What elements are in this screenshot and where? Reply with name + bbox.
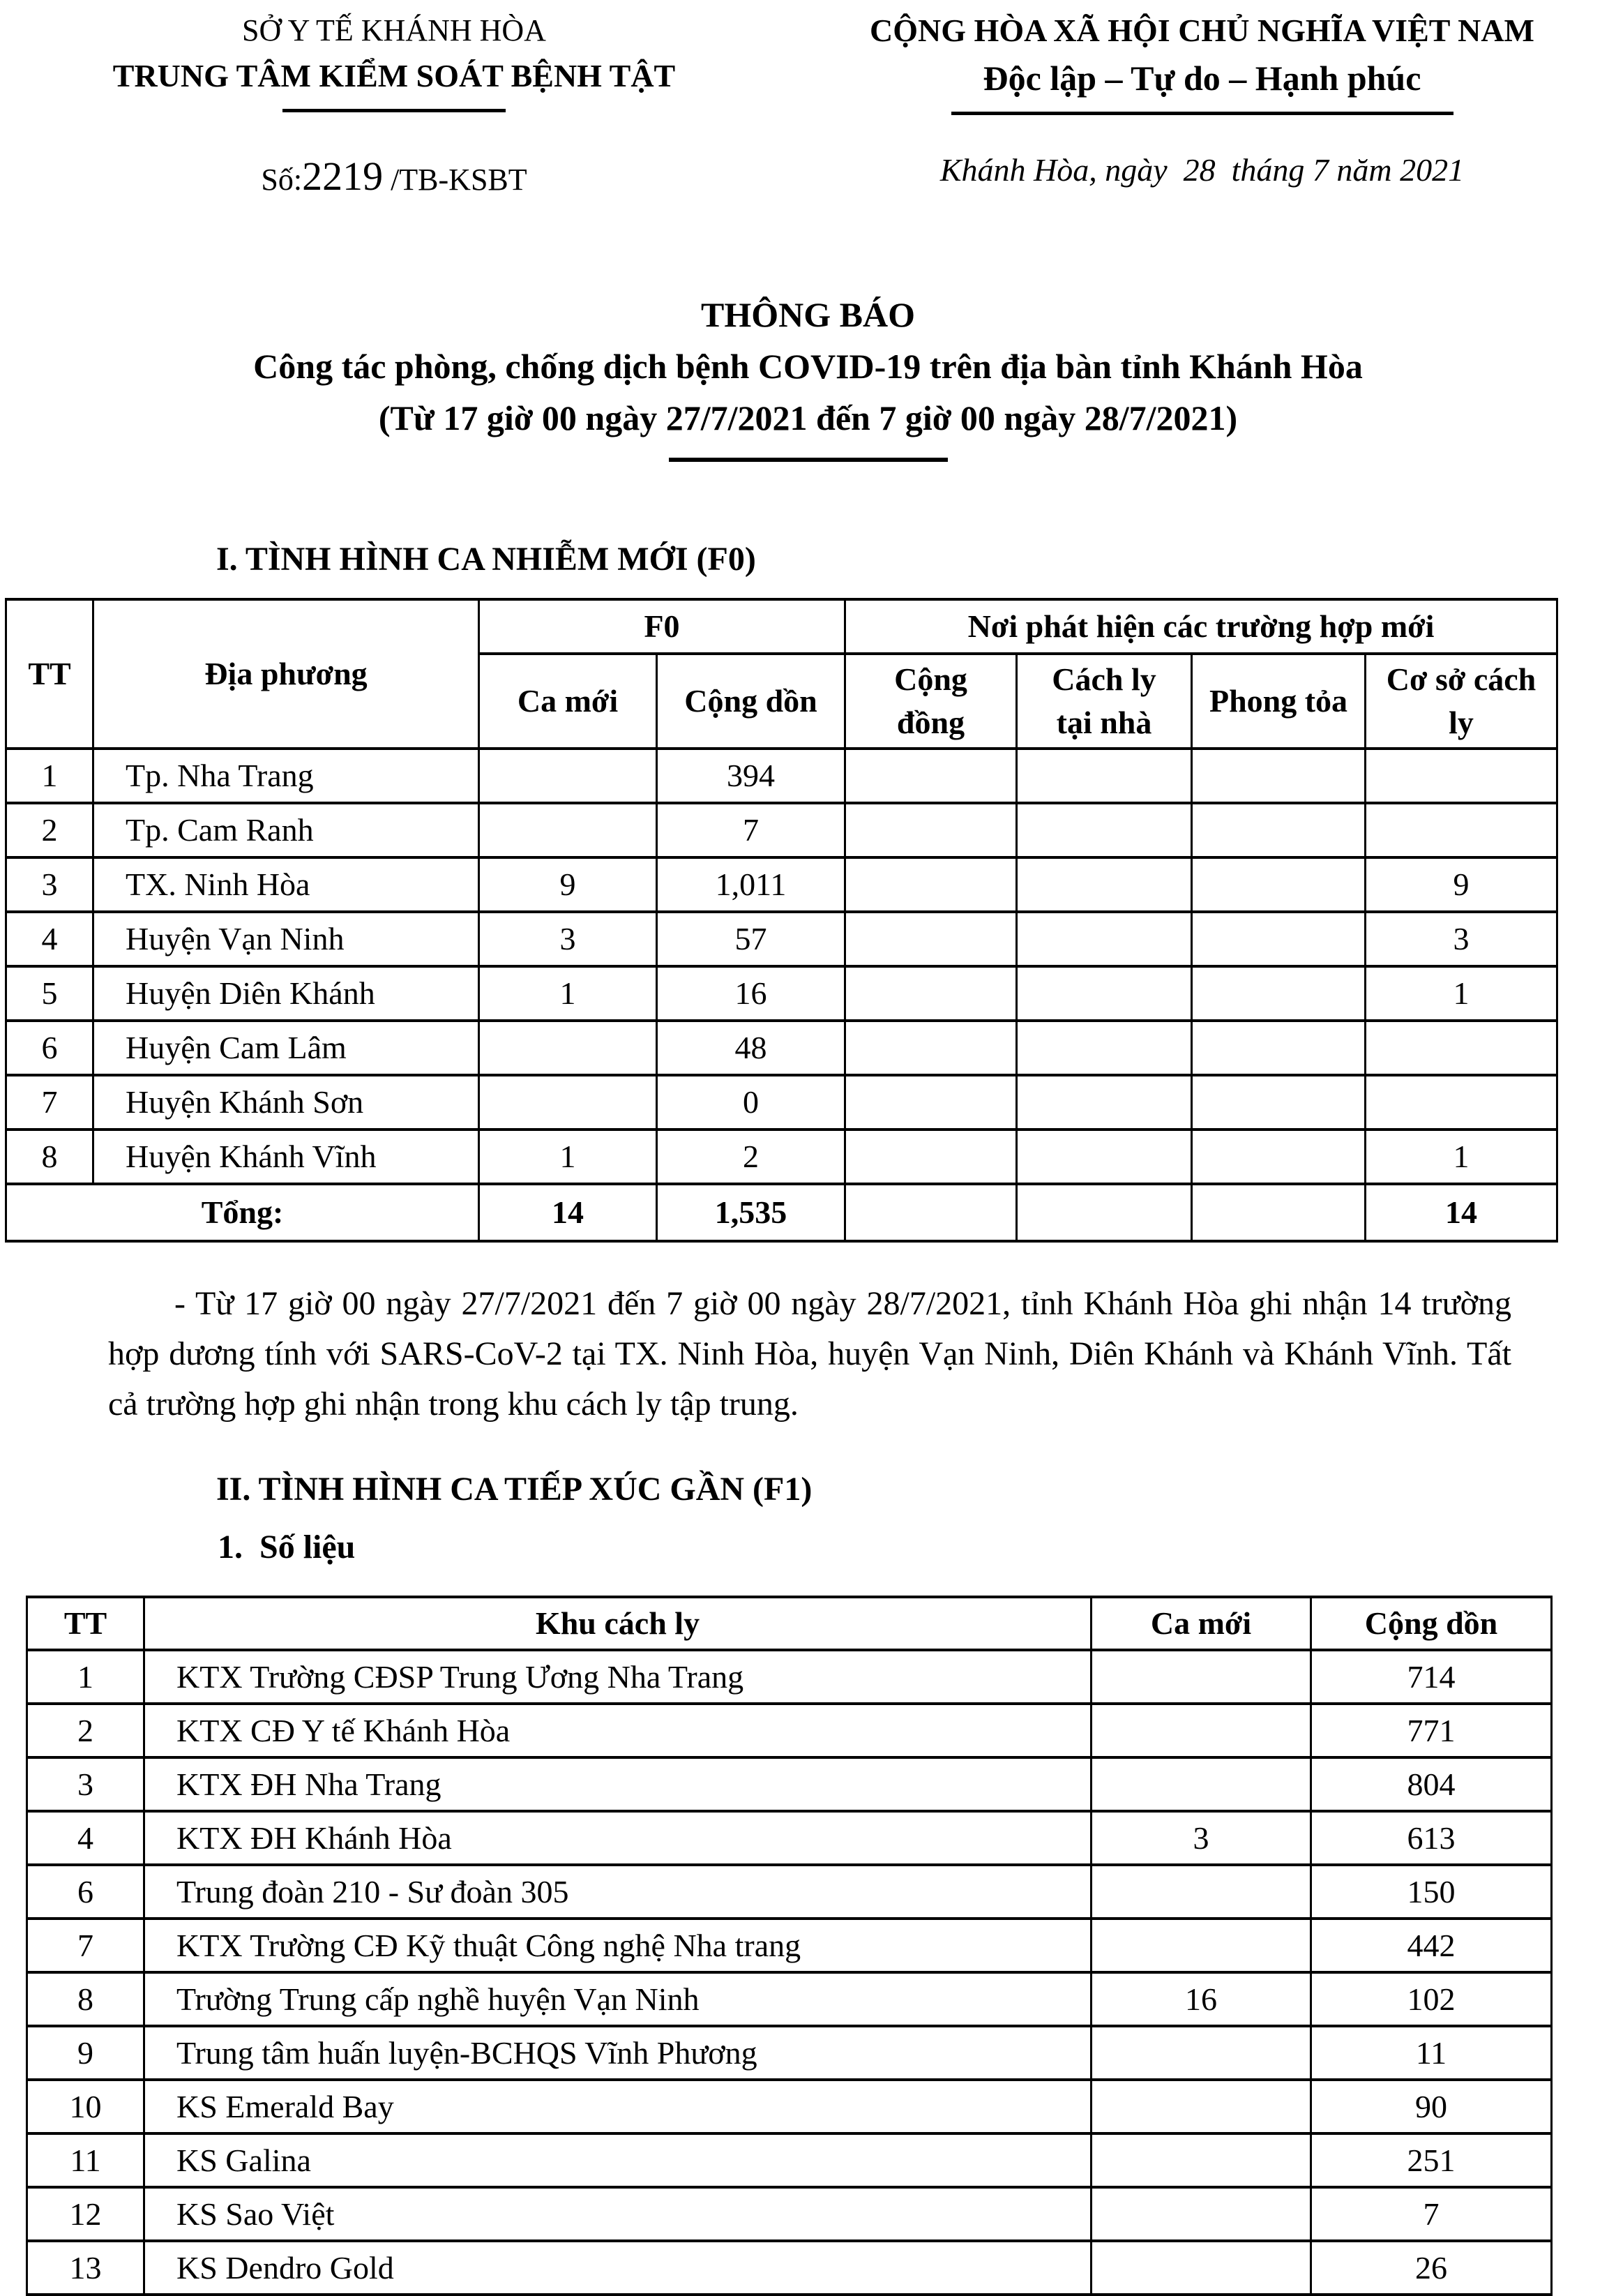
header-cell-f0-group: F0 <box>479 599 845 654</box>
cell-cach-ly-tai-nha <box>1017 1130 1192 1184</box>
notice-subtitle: Công tác phòng, chống dịch bệnh COVID-19 trên địa bàn tỉnh Khánh Hòa <box>253 347 1363 386</box>
table-row <box>27 1811 1552 1865</box>
table-row <box>27 2080 1552 2133</box>
cell-cong-don: 804 <box>1311 1757 1552 1811</box>
cell-ca-moi: 3 <box>479 912 657 966</box>
table-row <box>6 1075 1557 1130</box>
cell-ca-moi: 1 <box>479 966 657 1021</box>
cell-tt: 12 <box>27 2187 144 2241</box>
cell-tt: 8 <box>27 1972 144 2026</box>
table-row <box>27 1919 1552 1972</box>
cell-ca-moi <box>1092 2241 1311 2295</box>
doc-number-value: 2219 <box>302 153 384 199</box>
cell-tt: 5 <box>6 966 93 1021</box>
table-row <box>27 2026 1552 2080</box>
table-row <box>27 1972 1552 2026</box>
cell-ca-moi: 3 <box>1092 1811 1311 1865</box>
cell-cong-don: 7 <box>1311 2187 1552 2241</box>
f0-table-header <box>6 599 1557 749</box>
cell-phong-toa <box>1192 749 1366 803</box>
cell-cong-don: 150 <box>1311 1865 1552 1919</box>
notice-period: (Từ 17 giờ 00 ngày 27/7/2021 đến 7 giờ 00 ngày 28/7/2021) <box>378 398 1238 437</box>
cell-ca-moi <box>1092 1704 1311 1757</box>
table-row <box>6 803 1557 857</box>
table-row <box>6 749 1557 803</box>
cell-co-so-cach-ly <box>1366 803 1557 857</box>
cell-cong-don: 714 <box>1311 1650 1552 1704</box>
table-row <box>6 966 1557 1021</box>
table-row <box>27 1704 1552 1757</box>
cell-cong-don: 90 <box>1311 2080 1552 2133</box>
total-row <box>6 1184 1557 1241</box>
cell-tt: 1 <box>27 1650 144 1704</box>
cell-co-so-cach-ly: 9 <box>1366 857 1557 912</box>
header-cell-cong-don: Cộng dồn <box>1311 1597 1552 1650</box>
header-cell-cong-don: Cộng dồn <box>657 654 845 749</box>
cell-dia-phuong: Tp. Nha Trang <box>93 749 479 803</box>
header-cell-co-so-cach-ly: Cơ sở cách ly <box>1366 654 1557 749</box>
cell-khu-cach-ly: KS Sao Việt <box>144 2187 1092 2241</box>
header-cell-phong-toa: Phong tỏa <box>1192 654 1366 749</box>
cell-co-so-cach-ly <box>1366 1021 1557 1075</box>
cell-ca-moi <box>1092 2133 1311 2187</box>
cell-cong-don: 251 <box>1311 2133 1552 2187</box>
cell-co-so-cach-ly: 3 <box>1366 912 1557 966</box>
motto-divider <box>951 112 1453 115</box>
cell-dia-phuong: Huyện Cam Lâm <box>93 1021 479 1075</box>
header-cell-tt: TT <box>27 1597 144 1650</box>
cell-tt: 8 <box>6 1130 93 1184</box>
cell-khu-cach-ly: KS Dendro Gold <box>144 2241 1092 2295</box>
cell-co-so-cach-ly: 1 <box>1366 966 1557 1021</box>
cell-ca-moi <box>479 749 657 803</box>
cell-phong-toa <box>1192 1130 1366 1184</box>
cell-phong-toa <box>1192 1021 1366 1075</box>
header-cell-ca-moi: Ca mới <box>479 654 657 749</box>
cell-khu-cach-ly: KS Emerald Bay <box>144 2080 1092 2133</box>
cell-khu-cach-ly: Trường Trung cấp nghề huyện Vạn Ninh <box>144 1972 1092 2026</box>
cell-phong-toa <box>1192 857 1366 912</box>
national-header-block <box>788 10 1616 200</box>
cell-cong-don: 57 <box>657 912 845 966</box>
document-header <box>0 10 1616 200</box>
issuing-org-block <box>0 10 788 200</box>
cell-phong-toa <box>1192 1075 1366 1130</box>
cell-tt: 13 <box>27 2241 144 2295</box>
cell-ca-moi <box>1092 1865 1311 1919</box>
header-cell-dia-phuong: Địa phương <box>93 599 479 749</box>
cell-khu-cach-ly: KS Galina <box>144 2133 1092 2187</box>
cell-khu-cach-ly: KTX ĐH Khánh Hòa <box>144 1811 1092 1865</box>
cell-phong-toa <box>1192 803 1366 857</box>
date-line: Khánh Hòa, ngày 28 tháng 7 năm 2021 <box>939 152 1465 188</box>
cell-khu-cach-ly: Trung tâm huấn luyện-BCHQS Vĩnh Phương <box>144 2026 1092 2080</box>
cell-ca-moi: 16 <box>1092 1972 1311 2026</box>
cell-dia-phuong: Huyện Khánh Vĩnh <box>93 1130 479 1184</box>
cell-cach-ly-tai-nha <box>1017 912 1192 966</box>
cell-tt: 9 <box>27 2026 144 2080</box>
cell-cong-don: 2 <box>657 1130 845 1184</box>
table-row <box>6 1130 1557 1184</box>
cell-dia-phuong: Tp. Cam Ranh <box>93 803 479 857</box>
section2-heading: II. TÌNH HÌNH CA TIẾP XÚC GẦN (F1) <box>216 1471 813 1508</box>
cell-cong-don: 394 <box>657 749 845 803</box>
cell-co-so-cach-ly <box>1366 749 1557 803</box>
section2-subheading: 1. Số liệu <box>218 1529 356 1566</box>
cell-cong-dong <box>845 912 1017 966</box>
cell-cong-dong <box>845 749 1017 803</box>
table-row <box>6 857 1557 912</box>
cell-cong-don: 613 <box>1311 1811 1552 1865</box>
cell-cach-ly-tai-nha <box>1017 749 1192 803</box>
cell-phong-toa <box>1192 912 1366 966</box>
cell-tt: 1 <box>6 749 93 803</box>
f0-summary-paragraph: - Từ 17 giờ 00 ngày 27/7/2021 đến 7 giờ 00 ngày 28/7/2021, tỉnh Khánh Hòa ghi nhận 14 trường hợp dương tính với SARS-CoV-2 tại TX. Ninh Hòa, huyện Vạn Ninh, Diên Khánh và Khánh Vĩnh. Tất cả trường hợp ghi nhận trong khu cách ly tập trung. <box>108 1285 1511 1423</box>
cell-cong-don: 0 <box>657 1075 845 1130</box>
f0-table <box>5 598 1558 1243</box>
cell-tt: 10 <box>27 2080 144 2133</box>
cell-phong-toa <box>1192 966 1366 1021</box>
cell-tt: 6 <box>27 1865 144 1919</box>
header-cell-khu-cach-ly: Khu cách ly <box>144 1597 1092 1650</box>
cell-cong-don: 1,011 <box>657 857 845 912</box>
header-cell-tt: TT <box>6 599 93 749</box>
table-row <box>27 2187 1552 2241</box>
cell-tt: 6 <box>6 1021 93 1075</box>
cell-ca-moi <box>1092 2187 1311 2241</box>
cell-tt: 2 <box>27 1704 144 1757</box>
cell-cong-don: 11 <box>1311 2026 1552 2080</box>
cell-dia-phuong: Huyện Khánh Sơn <box>93 1075 479 1130</box>
cell-cong-dong <box>845 803 1017 857</box>
cell-dia-phuong: TX. Ninh Hòa <box>93 857 479 912</box>
table-row <box>27 2241 1552 2295</box>
cell-total-cach-ly-tai-nha <box>1017 1184 1192 1241</box>
title-divider <box>669 458 948 462</box>
national-title: CỘNG HÒA XÃ HỘI CHỦ NGHĨA VIỆT NAM <box>870 13 1534 48</box>
table-row <box>6 912 1557 966</box>
cell-total-co-so-cach-ly: 14 <box>1366 1184 1557 1241</box>
cell-ca-moi: 1 <box>479 1130 657 1184</box>
cell-ca-moi <box>479 1075 657 1130</box>
cell-cong-don: 26 <box>1311 2241 1552 2295</box>
cell-cong-dong <box>845 1021 1017 1075</box>
cell-cach-ly-tai-nha <box>1017 803 1192 857</box>
header-cell-cach-ly-tai-nha: Cách ly tại nhà <box>1017 654 1192 749</box>
section1-heading: I. TÌNH HÌNH CA NHIỄM MỚI (F0) <box>216 541 756 578</box>
table-row <box>27 1650 1552 1704</box>
table-row <box>6 1021 1557 1075</box>
table-row <box>27 2133 1552 2187</box>
org-parent: SỞ Y TẾ KHÁNH HÒA <box>242 13 546 47</box>
cell-khu-cach-ly: KTX Trường CĐSP Trung Ương Nha Trang <box>144 1650 1092 1704</box>
cell-khu-cach-ly: KTX CĐ Y tế Khánh Hòa <box>144 1704 1092 1757</box>
cell-cong-don: 771 <box>1311 1704 1552 1757</box>
doc-number-suffix: /TB-KSBT <box>383 163 527 197</box>
notice-title-block <box>0 289 1616 462</box>
cell-cach-ly-tai-nha <box>1017 966 1192 1021</box>
cell-dia-phuong: Huyện Vạn Ninh <box>93 912 479 966</box>
cell-tt: 4 <box>27 1811 144 1865</box>
cell-total-cong-dong <box>845 1184 1017 1241</box>
cell-tt: 3 <box>6 857 93 912</box>
cell-tt: 3 <box>27 1757 144 1811</box>
cell-ca-moi <box>1092 2080 1311 2133</box>
cell-khu-cach-ly: KTX ĐH Nha Trang <box>144 1757 1092 1811</box>
f1-table <box>26 1596 1553 2296</box>
cell-tt: 11 <box>27 2133 144 2187</box>
cell-ca-moi <box>479 803 657 857</box>
table-row <box>27 1865 1552 1919</box>
cell-tt: 4 <box>6 912 93 966</box>
cell-total-ca-moi: 14 <box>479 1184 657 1241</box>
cell-cong-dong <box>845 1075 1017 1130</box>
notice-title: THÔNG BÁO <box>701 295 915 334</box>
org-name: TRUNG TÂM KIỂM SOÁT BỆNH TẬT <box>112 58 676 93</box>
f1-table-header <box>27 1597 1552 1650</box>
header-cell-ca-moi: Ca mới <box>1092 1597 1311 1650</box>
cell-ca-moi <box>1092 1757 1311 1811</box>
cell-ca-moi: 9 <box>479 857 657 912</box>
cell-tt: 7 <box>27 1919 144 1972</box>
org-divider <box>282 109 506 112</box>
cell-khu-cach-ly: KTX Trường CĐ Kỹ thuật Công nghệ Nha trang <box>144 1919 1092 1972</box>
table-row <box>27 1757 1552 1811</box>
doc-number-prefix: Số: <box>261 163 303 197</box>
cell-total-label: Tổng: <box>6 1184 479 1241</box>
cell-ca-moi <box>1092 1919 1311 1972</box>
cell-co-so-cach-ly: 1 <box>1366 1130 1557 1184</box>
cell-ca-moi <box>1092 1650 1311 1704</box>
cell-cong-dong <box>845 857 1017 912</box>
doc-number <box>0 153 788 200</box>
cell-tt: 7 <box>6 1075 93 1130</box>
cell-total-cong-don: 1,535 <box>657 1184 845 1241</box>
header-cell-cong-dong: Cộng đồng <box>845 654 1017 749</box>
cell-co-so-cach-ly <box>1366 1075 1557 1130</box>
cell-cach-ly-tai-nha <box>1017 1075 1192 1130</box>
cell-cach-ly-tai-nha <box>1017 857 1192 912</box>
cell-cong-don: 442 <box>1311 1919 1552 1972</box>
cell-cong-dong <box>845 966 1017 1021</box>
cell-ca-moi <box>479 1021 657 1075</box>
cell-cong-dong <box>845 1130 1017 1184</box>
national-motto: Độc lập – Tự do – Hạnh phúc <box>983 59 1421 98</box>
cell-total-phong-toa <box>1192 1184 1366 1241</box>
cell-cong-don: 7 <box>657 803 845 857</box>
cell-tt: 2 <box>6 803 93 857</box>
cell-khu-cach-ly: Trung đoàn 210 - Sư đoàn 305 <box>144 1865 1092 1919</box>
header-cell-noi-phat-hien-group: Nơi phát hiện các trường hợp mới <box>845 599 1557 654</box>
cell-cong-don: 16 <box>657 966 845 1021</box>
cell-dia-phuong: Huyện Diên Khánh <box>93 966 479 1021</box>
cell-ca-moi <box>1092 2026 1311 2080</box>
cell-cong-don: 102 <box>1311 1972 1552 2026</box>
cell-cach-ly-tai-nha <box>1017 1021 1192 1075</box>
cell-cong-don: 48 <box>657 1021 845 1075</box>
